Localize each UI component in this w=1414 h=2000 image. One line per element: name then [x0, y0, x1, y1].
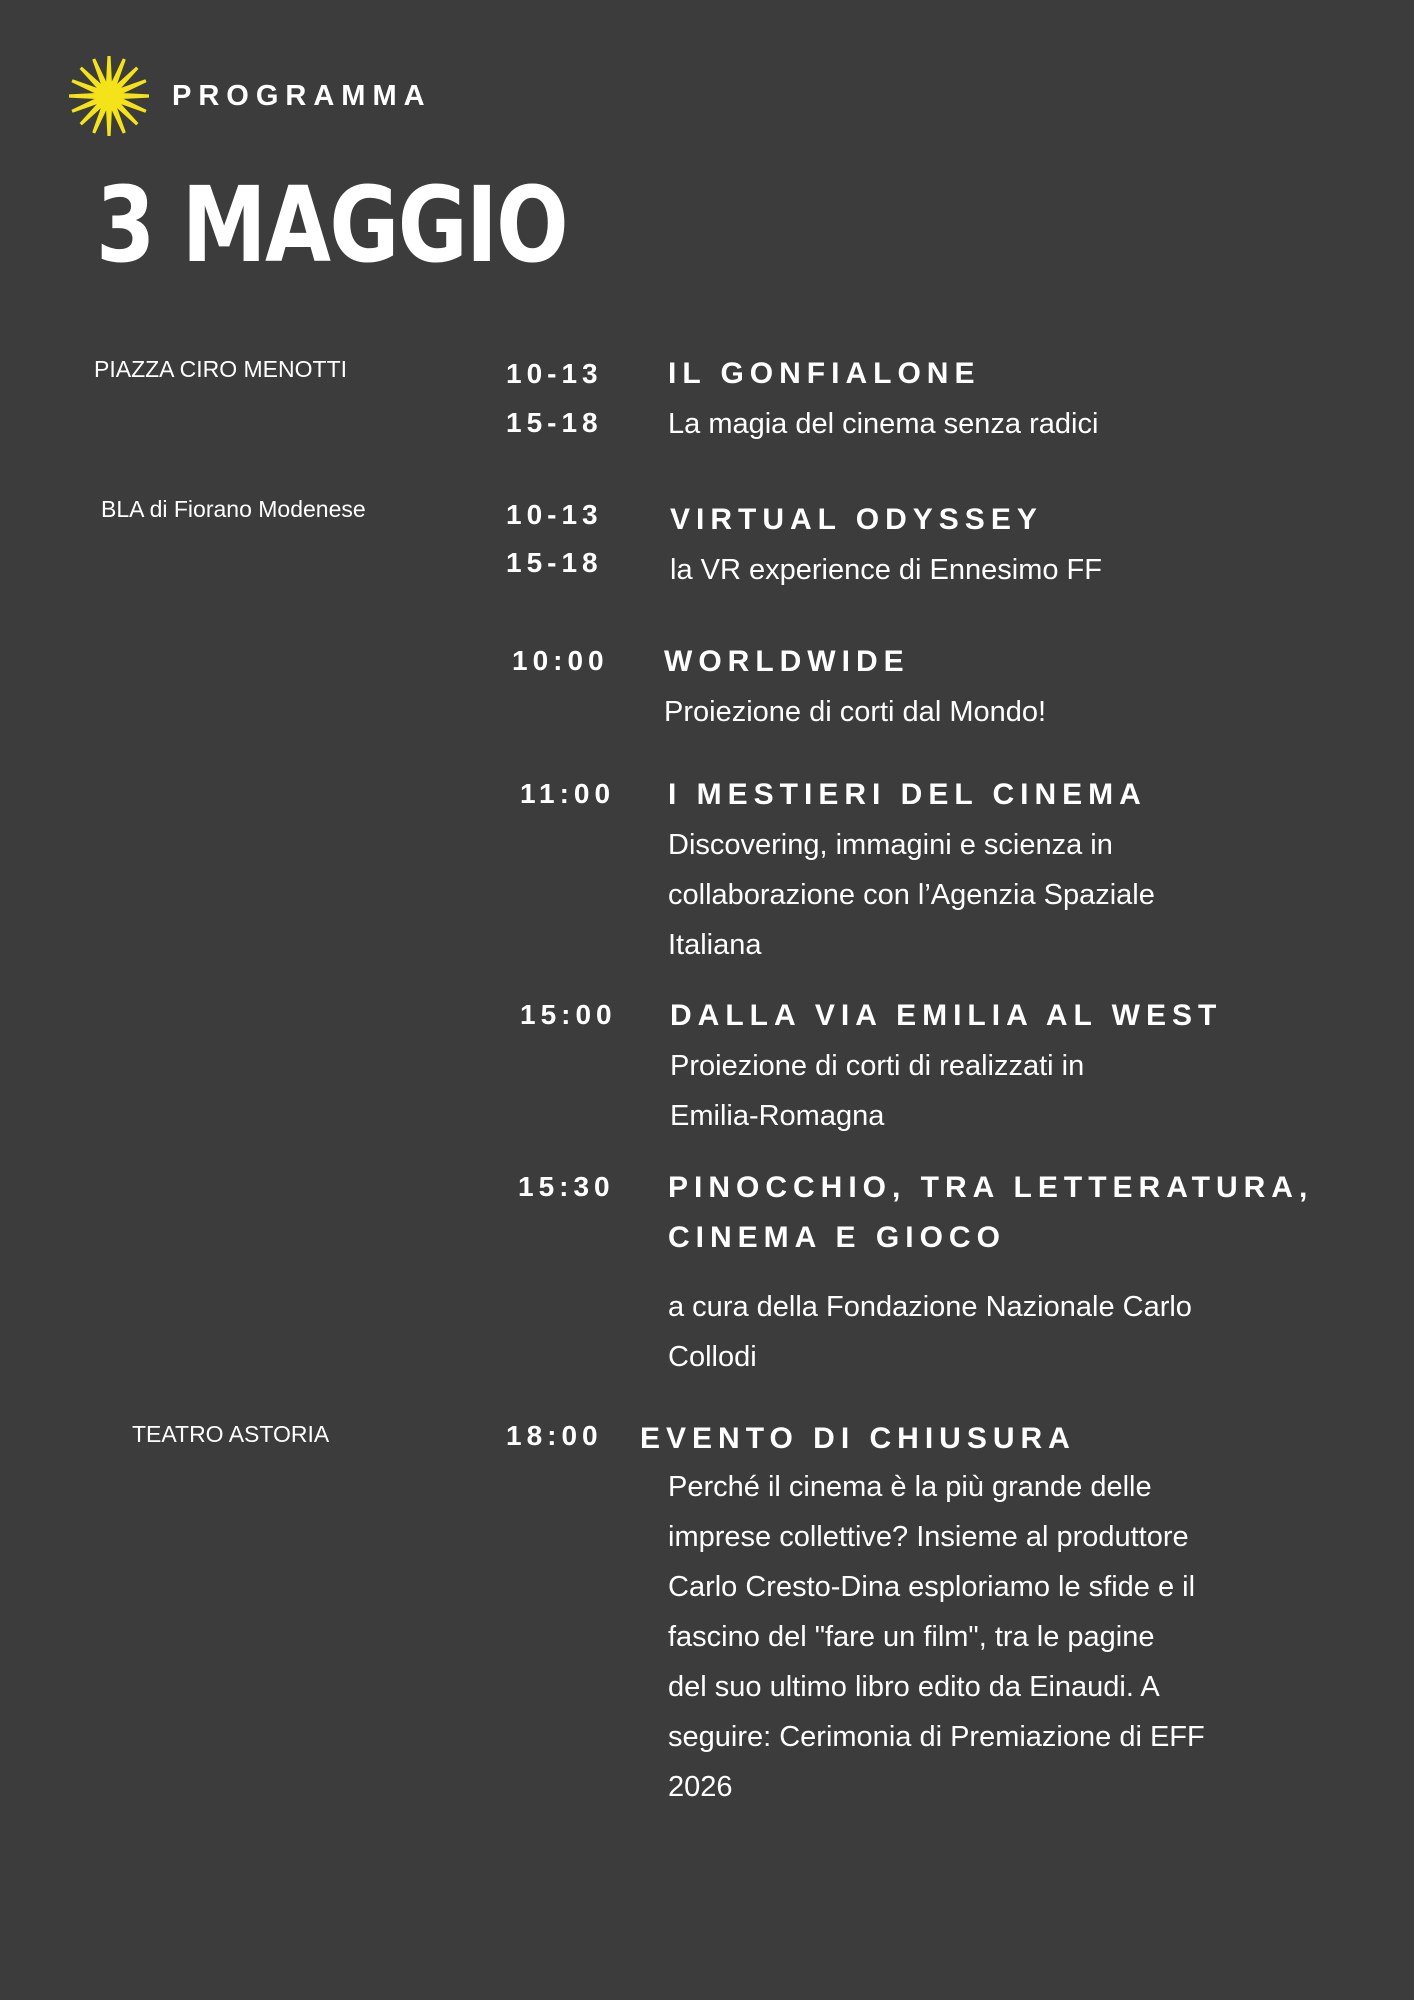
- event-time: 10-13: [506, 358, 603, 389]
- event-description: Collodi: [668, 1341, 757, 1373]
- event-description: imprese collettive? Insieme al produttore: [668, 1521, 1189, 1553]
- program-header: [68, 55, 432, 137]
- event-time: 15:00: [520, 999, 617, 1030]
- sun-burst-icon: [68, 55, 150, 137]
- event-title: PINOCCHIO, TRA LETTERATURA,: [668, 1171, 1314, 1204]
- event-description: Carlo Cresto-Dina esploriamo le sfide e il: [668, 1571, 1196, 1603]
- event-description: La magia del cinema senza radici: [668, 408, 1099, 440]
- event-title: CINEMA E GIOCO: [668, 1221, 1006, 1254]
- event-description: del suo ultimo libro edito da Einaudi. A: [668, 1671, 1160, 1703]
- event-description: Emilia-Romagna: [670, 1100, 885, 1132]
- event-title: DALLA VIA EMILIA AL WEST: [670, 999, 1223, 1032]
- event-title: I MESTIERI DEL CINEMA: [668, 778, 1147, 811]
- event-description: a cura della Fondazione Nazionale Carlo: [668, 1291, 1192, 1323]
- program-label: PROGRAMMA: [172, 79, 432, 112]
- event-description: 2026: [668, 1771, 733, 1803]
- event-description: fascino del "fare un film", tra le pagine: [668, 1621, 1155, 1653]
- event-time: 10:00: [512, 645, 609, 676]
- event-title: WORLDWIDE: [664, 645, 910, 678]
- event-title: IL GONFIALONE: [668, 357, 981, 390]
- event-pinocchio: [668, 1163, 1313, 1382]
- page-title: 3 MAGGIO: [96, 164, 568, 286]
- venue-teatro-astoria: TEATRO ASTORIA: [132, 1421, 330, 1447]
- event-evento-di-chiusura-description: [668, 1462, 1205, 1812]
- event-title: EVENTO DI CHIUSURA: [640, 1422, 1076, 1455]
- event-worldwide: [664, 637, 1046, 737]
- event-time: 15-18: [506, 547, 603, 578]
- event-description: Proiezione di corti di realizzati in: [670, 1050, 1085, 1082]
- event-il-gonfialone: [668, 349, 1098, 449]
- event-description: Proiezione di corti dal Mondo!: [664, 696, 1047, 728]
- event-title: VIRTUAL ODYSSEY: [670, 503, 1043, 536]
- event-time: 10-13: [506, 499, 603, 530]
- event-virtual-odyssey: [670, 495, 1102, 595]
- event-description: seguire: Cerimonia di Premiazione di EFF: [668, 1721, 1205, 1753]
- venue-bla-fiorano: BLA di Fiorano Modenese: [101, 496, 366, 522]
- event-description: Italiana: [668, 929, 762, 961]
- event-time: 18:00: [506, 1420, 603, 1451]
- event-evento-di-chiusura-title: [640, 1414, 1076, 1464]
- event-dalla-via-emilia: [670, 991, 1222, 1141]
- event-time: 11:00: [520, 778, 616, 809]
- venue-piazza-ciro-menotti: PIAZZA CIRO MENOTTI: [94, 356, 348, 382]
- event-description: la VR experience di Ennesimo FF: [670, 554, 1102, 586]
- event-description: Perché il cinema è la più grande delle: [668, 1471, 1152, 1503]
- event-time: 15-18: [506, 407, 603, 438]
- event-time: 15:30: [518, 1171, 615, 1202]
- event-i-mestieri-del-cinema: [668, 770, 1155, 970]
- event-description: Discovering, immagini e scienza in: [668, 829, 1113, 861]
- event-description: collaborazione con l’Agenzia Spaziale: [668, 879, 1155, 911]
